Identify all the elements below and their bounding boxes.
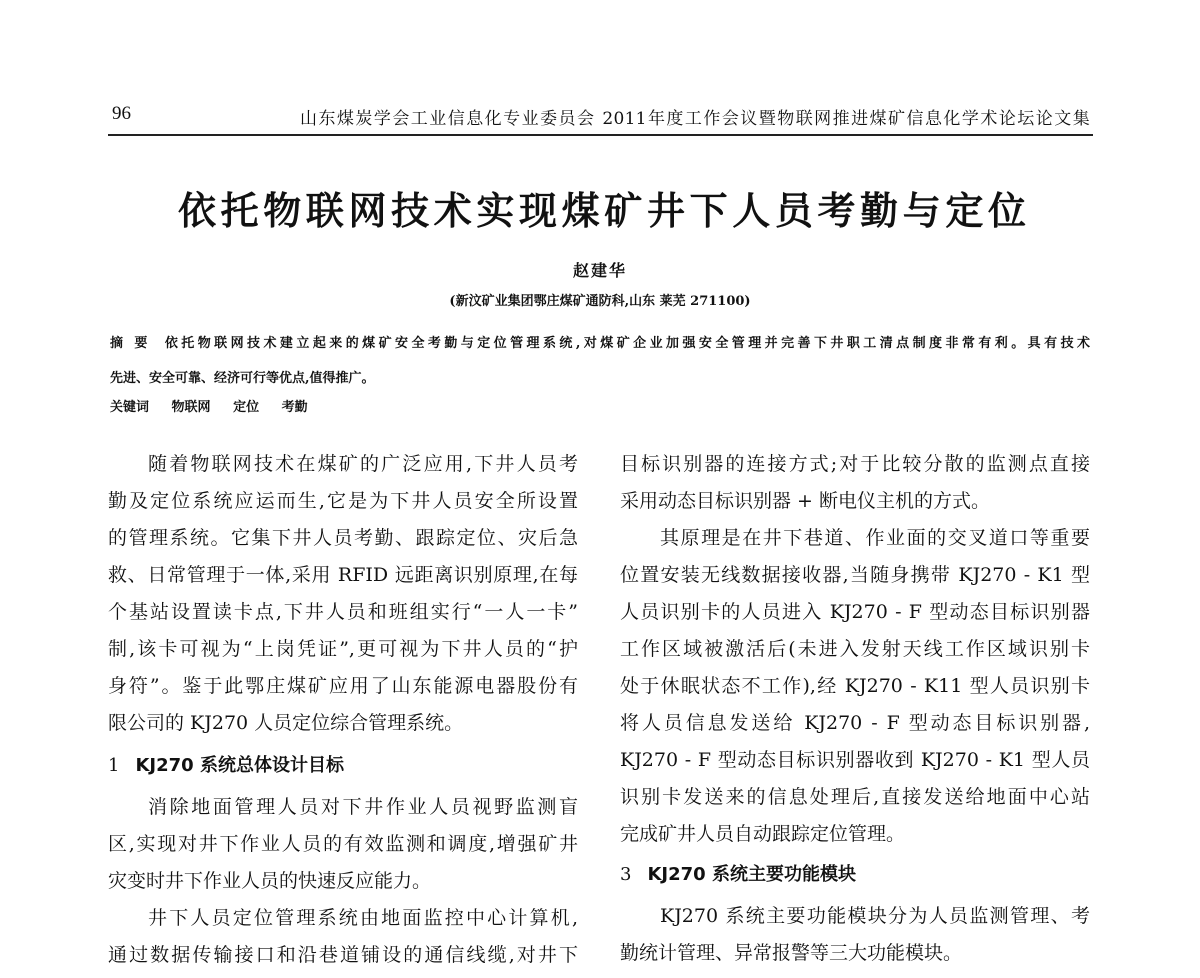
paper-title: 依托物联网技术实现煤矿井下人员考勤与定位: [178, 188, 1028, 233]
author: 赵建华: [572, 261, 627, 280]
text-line: 处于休眠状态不工作),经 KJ270 - K11 型人员识别卡: [620, 675, 1090, 697]
paragraph: [620, 450, 1090, 524]
text-line: 其原理是在井下巷道、作业面的交叉道口等重要: [660, 527, 1090, 549]
text-line: KJ270 系统主要功能模块分为人员监测管理、考: [660, 905, 1090, 927]
section-title: KJ270 系统总体设计目标: [135, 755, 344, 776]
section-number: 3: [620, 864, 632, 885]
section-number: 1: [108, 755, 120, 776]
text-line: KJ270 - F 型动态目标识别器收到 KJ270 - K1 型人员: [620, 749, 1090, 771]
text-line: 通过数据传输接口和沿巷道铺设的通信线缆,对井下: [108, 944, 578, 966]
section-title: KJ270 系统主要功能模块: [647, 864, 856, 885]
paragraph: [108, 904, 578, 978]
header-rule: [108, 134, 1093, 136]
keywords: [110, 396, 1090, 415]
text-line: 识别卡发送来的信息处理后,直接发送给地面中心站: [620, 786, 1090, 808]
text-line: 勤及定位系统应运而生,它是为下井人员安全所设置: [108, 490, 578, 512]
paragraph: [620, 524, 1090, 857]
keyword: 考勤: [281, 400, 308, 415]
text-line: 区,实现对井下作业人员的有效监测和调度,增强矿井: [108, 833, 578, 855]
keyword: 定位: [233, 400, 260, 415]
page-number: 96: [112, 103, 131, 124]
keywords-label: 关键词: [110, 400, 150, 415]
text-line: 制,该卡可视为“上岗凭证”,更可视为下井人员的“护: [108, 638, 578, 660]
text-line: 工作区域被激活后(未进入发射天线工作区域识别卡: [620, 638, 1090, 660]
section-heading: [108, 746, 578, 793]
running-header: 山东煤炭学会工业信息化专业委员会 2011年度工作会议暨物联网推进煤矿信息化学术论坛论文集: [300, 109, 1090, 129]
text-line: 救、日常管理于一体,采用 RFID 远距离识别原理,在每: [108, 564, 578, 586]
text-line: 勤统计管理、异常报警等三大功能模块。: [620, 942, 963, 964]
text-line: 井下人员定位管理系统由地面监控中心计算机,: [148, 907, 578, 929]
abstract-line: 先进、安全可靠、经济可行等优点,值得推广。: [110, 371, 375, 386]
text-line: 限公司的 KJ270 人员定位综合管理系统。: [108, 712, 464, 734]
abstract-text: 依托物联网技术建立起来的煤矿安全考勤与定位管理系统,对煤矿企业加强安全管理并完善下井职工清点制度非常有利。具有技术: [164, 336, 1091, 351]
text-line: 将人员信息发送给 KJ270 - F 型动态目标识别器,: [620, 712, 1090, 734]
text-line: 个基站设置读卡点,下井人员和班组实行“一人一卡”: [108, 601, 578, 623]
text-line: 灾变时井下作业人员的快速反应能力。: [108, 870, 432, 892]
text-line: 完成矿井人员自动跟踪定位管理。: [620, 823, 906, 845]
text-line: 随着物联网技术在煤矿的广泛应用,下井人员考: [148, 453, 578, 475]
section-heading: [620, 855, 1090, 902]
affiliation: (新汶矿业集团鄂庄煤矿通防科,山东 莱芜 271100): [449, 294, 751, 309]
text-line: 身符”。鉴于此鄂庄煤矿应用了山东能源电器股份有: [108, 675, 578, 697]
abstract-label: 摘 要: [110, 336, 151, 351]
left-column: [108, 450, 578, 978]
text-line: 位置安装无线数据接收器,当随身携带 KJ270 - K1 型: [620, 564, 1090, 586]
right-column: [620, 450, 1090, 976]
text-line: 采用动态目标识别器 + 断电仪主机的方式。: [620, 490, 991, 512]
paragraph: [108, 450, 578, 746]
text-line: 目标识别器的连接方式;对于比较分散的监测点直接: [620, 453, 1090, 475]
text-line: 的管理系统。它集下井人员考勤、跟踪定位、灾后急: [108, 527, 578, 549]
abstract-line: [110, 332, 1090, 351]
text-line: 消除地面管理人员对下井作业人员视野监测盲: [148, 796, 578, 818]
text-line: 人员识别卡的人员进入 KJ270 - F 型动态目标识别器: [620, 601, 1090, 623]
paragraph: [108, 793, 578, 904]
paragraph: [620, 902, 1090, 976]
keyword: 物联网: [171, 400, 211, 415]
